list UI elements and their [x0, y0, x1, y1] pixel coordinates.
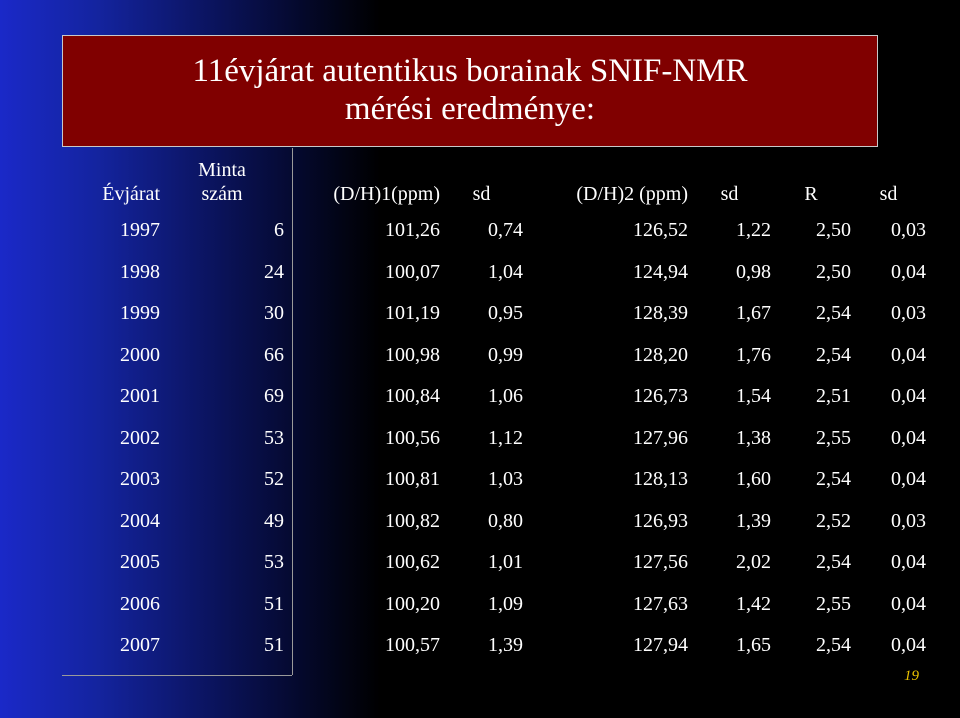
dh1-cell: 100,57 — [385, 634, 440, 657]
minta-cell: 51 — [264, 592, 284, 615]
year-cell: 1997 — [120, 219, 160, 242]
dh2-cell: 124,94 — [633, 260, 688, 283]
year-cell: 2001 — [120, 385, 160, 408]
sd1-cell: 1,04 — [488, 260, 523, 283]
sd3-cell: 0,04 — [891, 343, 926, 366]
r-cell: 2,54 — [816, 551, 851, 574]
sd1-cell: 1,39 — [488, 634, 523, 657]
minta-cell: 69 — [264, 385, 284, 408]
year-cell: 2007 — [120, 634, 160, 657]
sd1-cell: 0,74 — [488, 219, 523, 242]
title-box — [62, 35, 878, 147]
table-row — [0, 459, 926, 501]
header-dh2: (D/H)2 (ppm) — [576, 183, 688, 205]
sd3-cell: 0,04 — [891, 634, 926, 657]
sd3-cell: 0,04 — [891, 260, 926, 283]
dh1-cell: 100,56 — [385, 426, 440, 449]
results-table — [0, 150, 926, 667]
year-cell: 2004 — [120, 509, 160, 532]
minta-cell: 52 — [264, 468, 284, 491]
minta-cell: 30 — [264, 302, 284, 325]
sd2-cell: 2,02 — [736, 551, 771, 574]
header-sd2: sd — [720, 183, 739, 205]
sd3-cell: 0,03 — [891, 219, 926, 242]
sd1-cell: 0,99 — [488, 343, 523, 366]
minta-cell: 24 — [264, 260, 284, 283]
minta-cell: 6 — [274, 219, 284, 242]
table-row — [0, 625, 926, 667]
sd1-cell: 0,80 — [488, 509, 523, 532]
year-cell: 2005 — [120, 551, 160, 574]
sd3-cell: 0,04 — [891, 385, 926, 408]
sd1-cell: 0,95 — [488, 302, 523, 325]
r-cell: 2,52 — [816, 509, 851, 532]
header-minta-line2: szám — [201, 183, 243, 205]
dh1-cell: 101,19 — [385, 302, 440, 325]
header-r: R — [804, 183, 818, 205]
header-sd1: sd — [472, 183, 491, 205]
table-body — [0, 210, 926, 667]
year-cell: 2000 — [120, 343, 160, 366]
dh2-cell: 128,20 — [633, 343, 688, 366]
dh2-cell: 127,96 — [633, 426, 688, 449]
minta-cell: 53 — [264, 426, 284, 449]
header-sd3: sd — [879, 183, 898, 205]
year-cell: 2003 — [120, 468, 160, 491]
sd1-cell: 1,09 — [488, 592, 523, 615]
year-cell: 1999 — [120, 302, 160, 325]
title-line-2: mérési eredménye: — [344, 91, 596, 127]
sd2-cell: 1,54 — [736, 385, 771, 408]
table-row — [0, 210, 926, 252]
table-row — [0, 418, 926, 460]
dh2-cell: 126,73 — [633, 385, 688, 408]
title-line-1: 11évjárat autentikus borainak SNIF-NMR — [192, 53, 748, 89]
sd2-cell: 1,22 — [736, 219, 771, 242]
year-cell: 2006 — [120, 592, 160, 615]
minta-cell: 51 — [264, 634, 284, 657]
sd3-cell: 0,04 — [891, 551, 926, 574]
r-cell: 2,54 — [816, 468, 851, 491]
dh1-cell: 100,62 — [385, 551, 440, 574]
sd1-cell: 1,03 — [488, 468, 523, 491]
sd1-cell: 1,01 — [488, 551, 523, 574]
table-row — [0, 252, 926, 294]
bottom-divider — [62, 675, 292, 676]
table-row — [0, 293, 926, 335]
dh1-cell: 100,20 — [385, 592, 440, 615]
r-cell: 2,54 — [816, 302, 851, 325]
header-year: Évjárat — [102, 183, 160, 205]
minta-cell: 53 — [264, 551, 284, 574]
sd3-cell: 0,04 — [891, 468, 926, 491]
r-cell: 2,55 — [816, 426, 851, 449]
dh1-cell: 100,07 — [385, 260, 440, 283]
dh1-cell: 100,82 — [385, 509, 440, 532]
table-row — [0, 335, 926, 377]
sd2-cell: 1,39 — [736, 509, 771, 532]
r-cell: 2,54 — [816, 343, 851, 366]
sd3-cell: 0,03 — [891, 302, 926, 325]
table-header-row — [0, 150, 926, 210]
r-cell: 2,50 — [816, 260, 851, 283]
year-cell: 1998 — [120, 260, 160, 283]
dh2-cell: 127,56 — [633, 551, 688, 574]
minta-cell: 49 — [264, 509, 284, 532]
dh1-cell: 100,84 — [385, 385, 440, 408]
sd1-cell: 1,12 — [488, 426, 523, 449]
sd2-cell: 1,42 — [736, 592, 771, 615]
sd2-cell: 1,67 — [736, 302, 771, 325]
dh1-cell: 100,98 — [385, 343, 440, 366]
r-cell: 2,55 — [816, 592, 851, 615]
sd3-cell: 0,04 — [891, 592, 926, 615]
dh2-cell: 126,52 — [633, 219, 688, 242]
sd2-cell: 1,60 — [736, 468, 771, 491]
sd1-cell: 1,06 — [488, 385, 523, 408]
sd2-cell: 1,65 — [736, 634, 771, 657]
dh1-cell: 101,26 — [385, 219, 440, 242]
sd2-cell: 1,76 — [736, 343, 771, 366]
r-cell: 2,50 — [816, 219, 851, 242]
table-row — [0, 542, 926, 584]
sd2-cell: 1,38 — [736, 426, 771, 449]
dh2-cell: 126,93 — [633, 509, 688, 532]
r-cell: 2,54 — [816, 634, 851, 657]
sd3-cell: 0,04 — [891, 426, 926, 449]
table-row — [0, 501, 926, 543]
minta-cell: 66 — [264, 343, 284, 366]
header-minta — [160, 150, 284, 210]
table-row — [0, 376, 926, 418]
sd2-cell: 0,98 — [736, 260, 771, 283]
dh1-cell: 100,81 — [385, 468, 440, 491]
dh2-cell: 128,39 — [633, 302, 688, 325]
dh2-cell: 128,13 — [633, 468, 688, 491]
r-cell: 2,51 — [816, 385, 851, 408]
table-row — [0, 584, 926, 626]
dh2-cell: 127,63 — [633, 592, 688, 615]
dh2-cell: 127,94 — [633, 634, 688, 657]
header-dh1: (D/H)1(ppm) — [333, 183, 440, 205]
sd3-cell: 0,03 — [891, 509, 926, 532]
header-minta-line1: Minta — [198, 159, 246, 181]
year-cell: 2002 — [120, 426, 160, 449]
page-number: 19 — [904, 668, 919, 684]
